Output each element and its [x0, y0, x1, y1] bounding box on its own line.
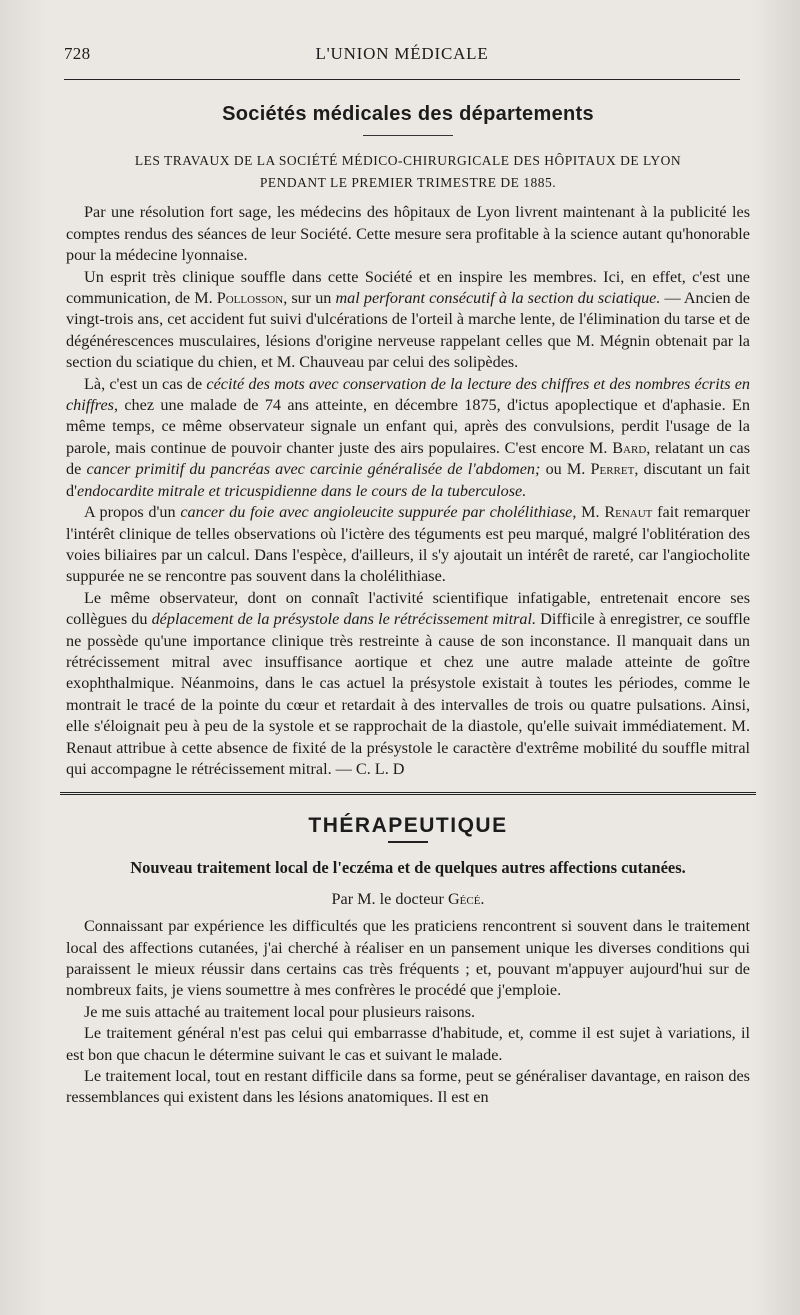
- header-rule: [64, 79, 740, 80]
- subhead-line-1: LES TRAVAUX DE LA SOCIÉTÉ MÉDICO-CHIRURGICALE DES HÔPITAUX DE LYON: [134, 153, 682, 169]
- article-title: Nouveau traitement local de l'eczéma et de quelques autres affections cutanées.: [130, 857, 686, 877]
- text-run: , relatant un cas de: [66, 438, 751, 479]
- heading-rule: [388, 841, 428, 843]
- text-run: , chez une malade de 74 ans atteinte, en décembre 1875, d'ictus apoplectique et d'aphasie. En même temps, ce même observateur signale un enfant qui, après des convulsions, perdit l'usage de la parole, mais continue de pouvoir chanter juste des airs populaires. C'est encore M.: [66, 396, 750, 457]
- section-subhead: [66, 150, 750, 194]
- article-paragraph-3: Le traitement général n'est pas celui qui embarrasse d'habitude, et, comme il est sujet à variations, il est bon que chacun le détermine suivant le cas et suivant le malade.: [66, 1024, 750, 1064]
- text-run: , discutant un fait d': [66, 460, 751, 500]
- text-run: , sur un: [283, 289, 336, 308]
- italic-title: endocardite mitrale et tricuspidienne dans le cours de la tuberculose.: [77, 481, 527, 500]
- paragraph-1: Par une résolution fort sage, les médecins des hôpitaux de Lyon livrent maintenant à la publicité les comptes rendus des séances de leur Société. Cette mesure sera profitable à la science autant qu'honorable pour la médecine lyonnaise.: [66, 203, 750, 265]
- italic-title: cancer du foie avec angioleucite suppurée par cholélithiase: [180, 503, 573, 522]
- author-name: Gécé: [447, 889, 481, 908]
- paragraph-2: [66, 267, 750, 374]
- author-name: Pollosson: [216, 289, 284, 308]
- text-run: A propos d'un: [84, 503, 181, 522]
- page-number: 728: [64, 44, 91, 63]
- section-heading-therapeutique: THÉRAPEUTIQUE: [308, 814, 508, 838]
- section-divider: [60, 792, 756, 797]
- article-paragraph-1: Connaissant par expérience les difficultés que les praticiens rencontrent si souvent dans le traitement local des affections cutanées, j'ai cherché à réaliser en un pansement unique les diverses conditions qui paraissent le mieux réussir dans certains cas très fréquents ; et, pouvant m'appuyer aujourd'hui sur de nombreux faits, je viens soumettre à mes confrères le procédé que j'emploie.: [66, 917, 750, 1000]
- article-author: [66, 889, 750, 910]
- text-run: Là, c'est un cas de: [84, 374, 207, 393]
- paragraph-5: [66, 588, 750, 781]
- italic-title: cancer primitif du pancréas avec carcinie généralisée de l'abdomen;: [86, 460, 541, 479]
- author-name: Perret: [590, 460, 635, 479]
- author-name: Bard: [612, 438, 647, 457]
- paragraph-3: [66, 374, 750, 502]
- article-paragraph-2: Je me suis attaché au traitement local pour plusieurs raisons.: [84, 1002, 476, 1021]
- text-run: Difficile à enregistrer, ce souffle ne possède qu'une importance clinique très restreinte à cause de son inconstance. Il manquait dans un rétrécissement mitral avec insuffisance aortique et chez une autre malade atteinte de goître exophthalmique. Néanmoins, dans le cas actuel la présystole existait à toutes les périodes, comme le montrait le tracé de la pointe du cœur et retardait à des intervalles de trois ou quatre pulsations. Ainsi, elle s'éloignait peu à peu de la systole et se rapprochait de la diastole, qu'elle suivait immédiatement. M. Renaut attribue à cette absence de fixité de la présystole le caractère d'extrême mobilité du souffle mitral qui accompagne le rétrécissement mitral. — C. L. D: [66, 610, 751, 778]
- text-run: Un esprit très clinique souffle dans cette Société et en inspire les membres. Ici, en effet, c'est une communication, de M.: [66, 267, 750, 308]
- text-run: .: [480, 889, 485, 908]
- subhead-line-2: PENDANT LE PREMIER TRIMESTRE DE 1885.: [259, 175, 557, 191]
- italic-title: cécité des mots avec conservation de la lecture des chiffres et des nombres écrits en chiffres: [66, 374, 750, 415]
- text-run: , M.: [572, 503, 605, 522]
- text-run: fait remarquer l'intérêt clinique de telles observations où l'ictère des téguments est peu marqué, malgré l'oblitération des voies biliaires par un calcul. Dans l'espèce, d'ailleurs, il s'y ajoutait un intérêt de rareté, car l'angiocholite suppurée ne se rencontre pas souvent dans la cholélithiase.: [66, 503, 750, 586]
- section-rule: [363, 135, 453, 136]
- running-header: [64, 44, 740, 72]
- text-run: Le même observateur, dont on connaît l'activité scientifique infatigable, entretenait encore ses collègues du: [66, 588, 750, 629]
- paragraph-4: [66, 502, 750, 588]
- text-run: ou M.: [540, 460, 591, 479]
- author-name: Renaut: [604, 503, 653, 522]
- text-run: Par M. le docteur: [331, 889, 448, 908]
- section-title: Sociétés médicales des départements: [222, 103, 594, 125]
- journal-title: L'UNION MÉDICALE: [315, 44, 489, 63]
- italic-title: mal perforant consécutif à la section du sciatique.: [335, 289, 661, 308]
- article-paragraph-4: Le traitement local, tout en restant difficile dans sa forme, peut se généraliser davantage, en raison des ressemblances qui existent dans les lésions anatomiques. Il est en: [66, 1067, 750, 1107]
- text-run: — Ancien de vingt-trois ans, cet accident fut suivi d'ulcérations de l'orteil à marche lente, de l'élimination du tarse et de dégénérescences musculaires, lésions d'origine nerveuse rappelant celles que M. Mégnin obtenait par la section du sciatique du chien, et M. Chauveau par celui des solipèdes.: [66, 289, 750, 372]
- italic-title: déplacement de la présystole dans le rétrécissement mitral.: [151, 610, 537, 629]
- page-body: [66, 96, 750, 1109]
